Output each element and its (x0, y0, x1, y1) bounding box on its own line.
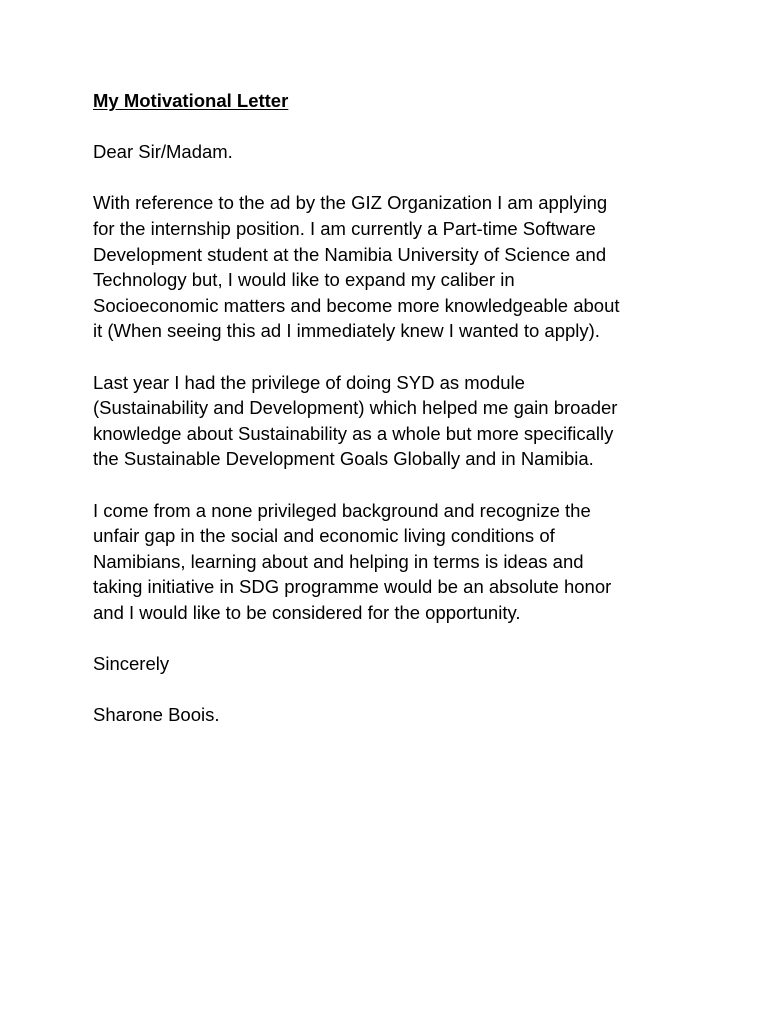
paragraph-line: knowledge about Sustainability as a whole but more specifically (93, 422, 614, 444)
paragraph-line: (Sustainability and Development) which helped me gain broader (93, 397, 618, 419)
letter-body (93, 88, 693, 728)
paragraph-line: for the internship position. I am currently a Part-time Software (93, 217, 596, 239)
paragraph-line: Socioeconomic matters and become more knowledgeable about (93, 294, 620, 316)
letter-closing: Sincerely (93, 653, 170, 675)
paragraph-line: unfair gap in the social and economic living conditions of (93, 525, 555, 547)
paragraph-line: Technology but, I would like to expand my caliber in (93, 269, 515, 291)
paragraph-line: the Sustainable Development Goals Globally and in Namibia. (93, 448, 594, 470)
paragraph-3 (93, 498, 693, 626)
letter-greeting: Dear Sir/Madam. (93, 141, 233, 163)
letter-title: My Motivational Letter (93, 90, 289, 111)
paragraph-1 (93, 190, 693, 344)
paragraph-line: Last year I had the privilege of doing SYD as module (93, 371, 525, 393)
paragraph-2 (93, 370, 693, 472)
paragraph-line: Development student at the Namibia University of Science and (93, 243, 607, 265)
paragraph-line: and I would like to be considered for the opportunity. (93, 601, 521, 623)
paragraph-line: taking initiative in SDG programme would be an absolute honor (93, 576, 612, 598)
letter-signature: Sharone Boois. (93, 704, 220, 726)
paragraph-line: Namibians, learning about and helping in terms is ideas and (93, 550, 584, 572)
paragraph-line: it (When seeing this ad I immediately knew I wanted to apply). (93, 320, 600, 342)
paragraph-line: With reference to the ad by the GIZ Organization I am applying (93, 192, 608, 214)
paragraph-line: I come from a none privileged background and recognize the (93, 499, 591, 521)
